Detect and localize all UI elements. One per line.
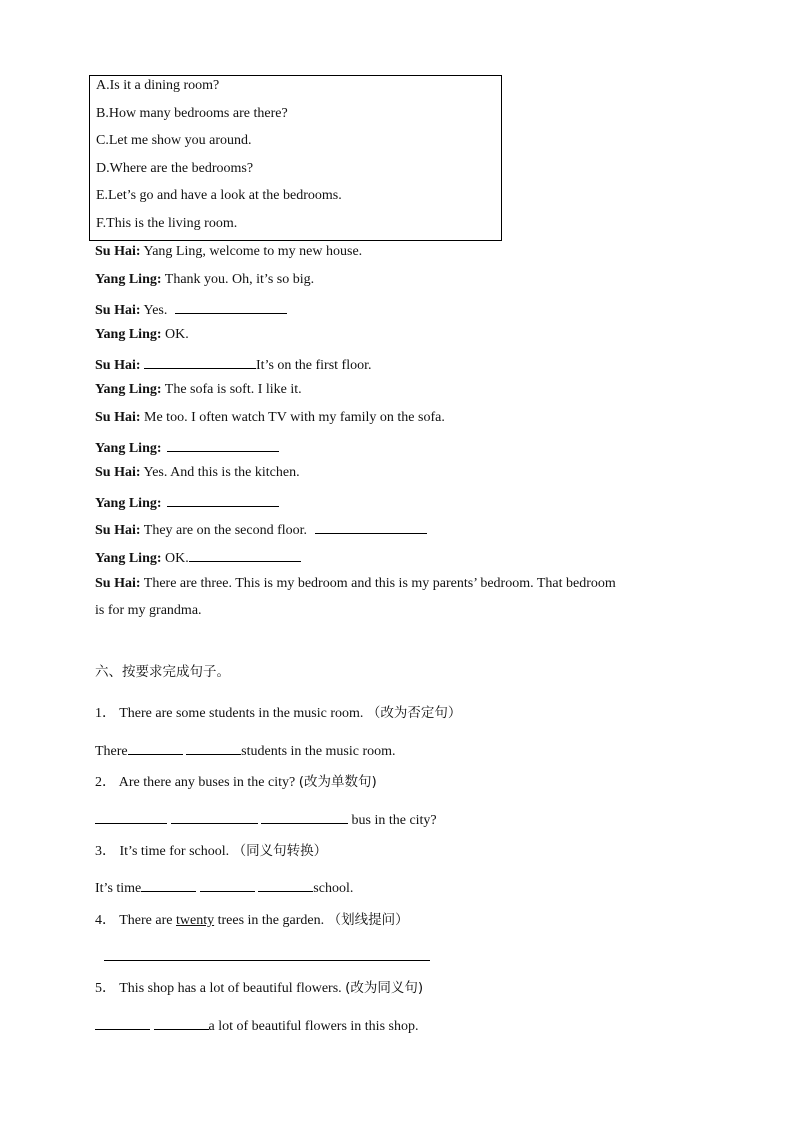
question-5 <box>95 979 423 998</box>
dialogue-line-4 <box>95 326 189 344</box>
answer-blank[interactable] <box>95 809 167 824</box>
answer-2 <box>95 809 437 830</box>
answer-suffix: bus in the city? <box>351 813 437 828</box>
dialogue-line-11 <box>95 519 427 540</box>
question-text: This shop has a lot of beautiful flowers. <box>119 981 342 996</box>
dialogue-text: Me too. I often watch TV with my family on the sofa. <box>144 410 445 425</box>
option-f: F.This is the living room. <box>96 216 238 231</box>
answer-prefix: There <box>95 744 128 759</box>
speaker-label: Su Hai: <box>95 465 141 480</box>
speaker-label: Su Hai: <box>95 576 141 591</box>
speaker-label: Yang Ling: <box>95 272 162 287</box>
speaker-label: Su Hai: <box>95 410 141 425</box>
question-4 <box>95 911 409 930</box>
dialogue-line-2 <box>95 271 314 289</box>
question-hint: （改为否定句） <box>366 705 462 721</box>
question-1 <box>95 704 461 723</box>
dialogue-line-8 <box>95 437 279 458</box>
dialogue-text: Yes. <box>143 303 168 318</box>
answer-blank[interactable] <box>200 877 255 892</box>
answer-blank[interactable] <box>128 740 183 755</box>
dialogue-line-6 <box>95 381 302 399</box>
answer-blank[interactable] <box>258 877 313 892</box>
answer-line[interactable] <box>104 960 430 961</box>
question-number: 2． <box>95 775 116 790</box>
underlined-word: twenty <box>175 913 215 928</box>
question-number: 1． <box>95 706 116 721</box>
answer-suffix: a lot of beautiful flowers in this shop. <box>208 1019 419 1034</box>
question-hint: （同义句转换） <box>232 843 328 859</box>
answer-blank[interactable] <box>261 809 348 824</box>
answer-blank[interactable] <box>175 299 287 314</box>
dialogue-line-10 <box>95 492 279 513</box>
dialogue-text: OK. <box>165 327 189 342</box>
question-number: 5． <box>95 981 116 996</box>
speaker-label: Su Hai: <box>95 358 141 373</box>
option-c: C.Let me show you around. <box>96 133 252 148</box>
dialogue-text: Thank you. Oh, it’s so big. <box>164 272 315 287</box>
dialogue-line-7 <box>95 409 445 427</box>
option-b: B.How many bedrooms are there? <box>96 106 288 121</box>
dialogue-line-13 <box>95 575 616 593</box>
answer-1 <box>95 740 396 761</box>
dialogue-text: It’s on the first floor. <box>256 358 372 373</box>
dialogue-line-12 <box>95 547 301 568</box>
answer-blank[interactable] <box>171 809 258 824</box>
dialogue-line-13-cont: is for my grandma. <box>95 603 202 618</box>
speaker-label: Yang Ling: <box>95 382 162 397</box>
question-hint: （划线提问） <box>327 912 409 928</box>
question-text: There are some students in the music room. <box>119 706 364 721</box>
answer-suffix: school. <box>313 881 354 896</box>
section-title: 六、按要求完成句子。 <box>95 664 230 680</box>
question-number: 4． <box>95 913 116 928</box>
option-a: A.Is it a dining room? <box>96 78 220 93</box>
option-d: D.Where are the bedrooms? <box>96 161 254 176</box>
question-hint: (改为同义句) <box>345 980 424 996</box>
speaker-label: Su Hai: <box>95 303 141 318</box>
speaker-label: Yang Ling: <box>95 496 162 511</box>
dialogue-text: Yes. And this is the kitchen. <box>143 465 300 480</box>
question-3 <box>95 842 327 861</box>
option-e: E.Let’s go and have a look at the bedrooms. <box>96 188 342 203</box>
question-text-post: trees in the garden. <box>217 913 325 928</box>
dialogue-line-5 <box>95 354 372 375</box>
answer-suffix: students in the music room. <box>241 744 396 759</box>
question-text: It’s time for school. <box>119 844 230 859</box>
answer-blank[interactable] <box>167 437 279 452</box>
answer-blank[interactable] <box>315 519 427 534</box>
question-2 <box>95 773 377 792</box>
question-text: Are there any buses in the city? <box>118 775 296 790</box>
question-text-pre: There are <box>119 913 173 928</box>
answer-blank[interactable] <box>144 354 256 369</box>
answer-prefix: It’s time <box>95 881 142 896</box>
speaker-label: Yang Ling: <box>95 551 162 566</box>
question-number: 3． <box>95 844 116 859</box>
dialogue-text: The sofa is soft. I like it. <box>164 382 302 397</box>
dialogue-line-9 <box>95 464 300 482</box>
dialogue-line-3 <box>95 299 287 320</box>
answer-3 <box>95 877 353 898</box>
dialogue-text: Yang Ling, welcome to my new house. <box>143 244 363 259</box>
answer-blank[interactable] <box>167 492 279 507</box>
speaker-label: Yang Ling: <box>95 441 162 456</box>
answer-blank[interactable] <box>154 1015 209 1030</box>
dialogue-line-1 <box>95 243 362 261</box>
speaker-label: Su Hai: <box>95 523 141 538</box>
question-hint: (改为单数句) <box>298 774 377 790</box>
dialogue-text: There are three. This is my bedroom and this is my parents’ bedroom. That bedroom <box>143 576 616 591</box>
dialogue-text: OK. <box>165 551 189 566</box>
answer-blank[interactable] <box>186 740 241 755</box>
speaker-label: Su Hai: <box>95 244 141 259</box>
dialogue-text: They are on the second floor. <box>143 523 308 538</box>
speaker-label: Yang Ling: <box>95 327 162 342</box>
answer-blank[interactable] <box>141 877 196 892</box>
answer-blank[interactable] <box>95 1015 150 1030</box>
answer-blank[interactable] <box>189 547 301 562</box>
answer-5 <box>95 1015 418 1036</box>
